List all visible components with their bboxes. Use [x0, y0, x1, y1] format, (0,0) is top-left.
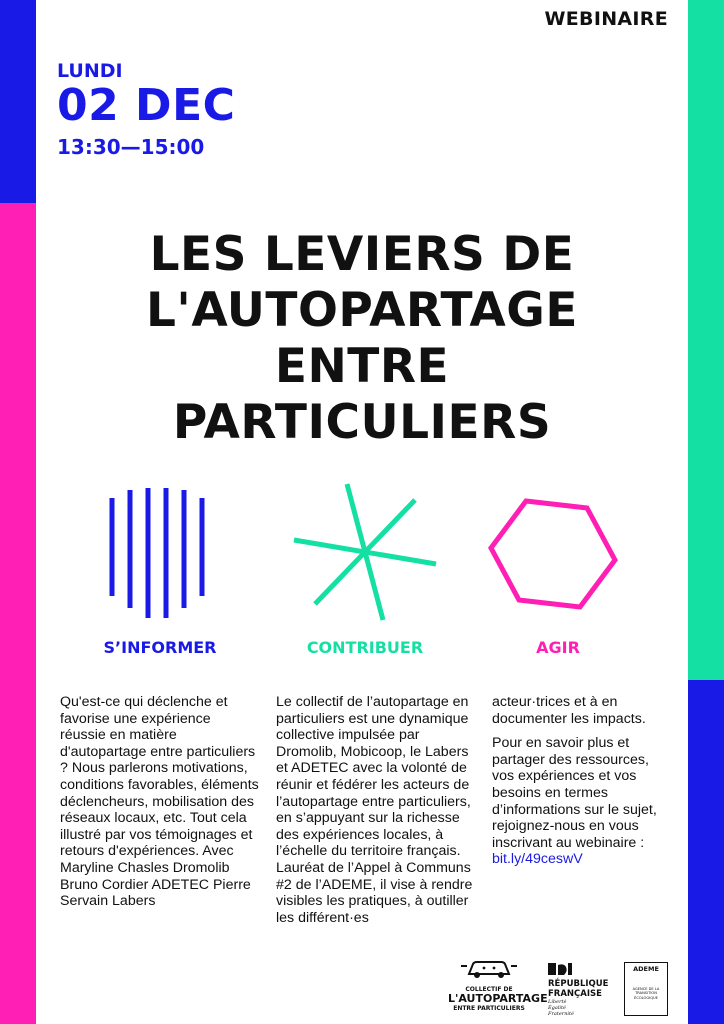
pillar-contribuer: CONTRIBUER: [306, 638, 424, 657]
poster-title: [60, 227, 664, 451]
paragraph: Qu'est-ce qui déclenche et favorise une expérience réussie en matière d'autopartage entre particuliers ? Nous parlerons motivations, conditions favorables, éléments déclencheurs, mobilisation des réseaux locaux, etc. Tout cela illustré par vos témoignages et retours d'expériences. Avec Maryline Chasles Dromolib Bruno Cordier ADETEC Pierre Servain Labers: [60, 694, 259, 910]
rf-name-line: RÉPUBLIQUE: [548, 979, 609, 989]
logo-line: COLLECTIF DE: [465, 986, 513, 993]
paragraph: [492, 735, 674, 868]
left-blue-bar: [0, 0, 36, 203]
vertical-lines-icon: [104, 486, 214, 618]
hexagon-icon: [488, 498, 618, 610]
ademe-logo: [624, 962, 668, 1016]
pillar-agir: AGIR: [536, 638, 580, 657]
paragraph: Le collectif de l’autopartage en particuliers est une dynamique collective impulsée par Dromolib, Mobicoop, le Labers et ADETEC avec la volonté de réunir et fédérer les acteurs de l’autopartage entre particuliers, en s’appuyant sur la richesse des expériences locales, à l’échelle du territoire français. Lauréat de l’Appel à Communs #2 de l’ADEME, il vise à rendre visibles les pratiques, à outiller les différent·es: [276, 694, 473, 926]
pillar-sinformer: S’INFORMER: [103, 638, 217, 657]
cta-text: Pour en savoir plus et partager des ressources, vos expériences et vos besoins en termes d’informations sur le sujet, rejoignez-nous en vous inscrivant au webinaire :: [492, 735, 657, 851]
republique-francaise-logo: [548, 960, 618, 1016]
title-line: PARTICULIERS: [172, 395, 552, 450]
title-line: LES LEVIERS DE: [149, 227, 575, 282]
car-icon: [459, 958, 519, 980]
logo-line: ENTRE PARTICULIERS: [453, 1005, 525, 1012]
title-line: ENTRE: [274, 339, 450, 394]
description-column-2: [276, 694, 478, 934]
rf-motto-line: Liberté: [548, 999, 567, 1005]
title-line: L'AUTOPARTAGE: [145, 283, 578, 338]
description-column-1: [60, 694, 260, 918]
marianne-icon: [548, 963, 572, 975]
paragraph: acteur·trices et à en documenter les impacts.: [492, 694, 646, 727]
event-time: 13:30—15:00: [57, 135, 205, 159]
event-type-badge: WEBINAIRE: [544, 8, 668, 30]
ademe-name: ADEME: [633, 965, 659, 973]
left-pink-bar: [0, 203, 36, 1024]
event-date: [57, 60, 235, 162]
collectif-logo: [448, 958, 548, 1016]
asterisk-star-icon: [290, 482, 440, 622]
ademe-tagline: ÉCOLOGIQUE: [634, 995, 658, 1000]
right-green-bar: [688, 0, 724, 680]
rf-name-line: FRANÇAISE: [548, 989, 602, 999]
ademe-tagline: TRANSITION: [635, 991, 657, 996]
logo-line: L'AUTOPARTAGE: [448, 992, 548, 1005]
right-blue-bar: [688, 680, 724, 1024]
rf-motto-line: Égalité: [548, 1005, 566, 1011]
ademe-tagline: AGENCE DE LA: [632, 987, 660, 991]
description-column-3: [492, 694, 674, 876]
event-day: LUNDI: [57, 60, 123, 82]
registration-link[interactable]: bit.ly/49ceswV: [492, 851, 583, 868]
rf-motto-line: Fraternité: [548, 1011, 574, 1017]
event-date-value: 02 DEC: [57, 80, 236, 131]
